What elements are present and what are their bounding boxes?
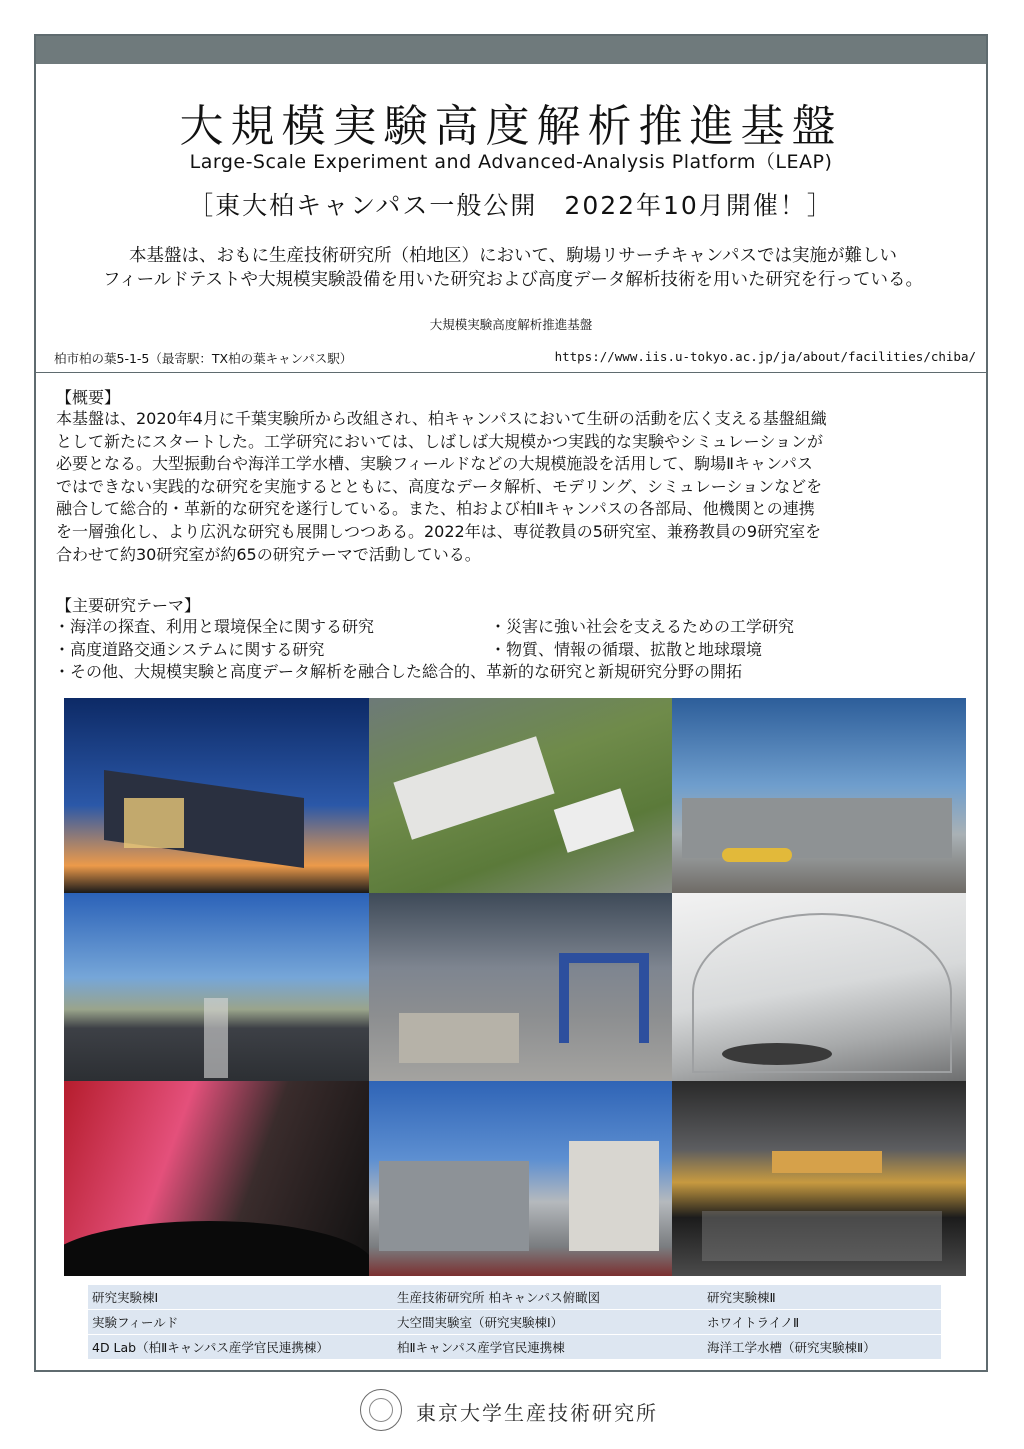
overview-heading: 【概要】 — [56, 388, 121, 407]
english-subtitle: Large-Scale Experiment and Advanced-Analysis Platform（LEAP) — [189, 151, 833, 173]
overview-line: として新たにスタートした。工学研究においては、しばしば大規模かつ実践的な実験やシミュレーションが — [56, 431, 824, 451]
overview-line: を一層強化し、より広汎な研究も展開しつつある。2022年は、専従教員の5研究室、兼務教員の9研究室を — [56, 521, 822, 541]
overview-line: 融合して総合的・革新的な研究を遂行している。また、柏および柏Ⅱキャンパスの各部局、他機関との連携 — [56, 499, 815, 519]
caption-cell: ホワイトライノⅡ — [707, 1315, 800, 1330]
photo-grid — [64, 698, 966, 1276]
caption-cell: 研究実験棟Ⅰ — [92, 1290, 159, 1305]
university-seal-icon — [360, 1389, 402, 1431]
caption-cell: 4D Lab（柏Ⅱキャンパス産学官民連携棟） — [92, 1340, 329, 1355]
caption-row — [88, 1334, 941, 1359]
caption-cell: 大空間実験室（研究実験棟Ⅰ） — [397, 1315, 564, 1330]
address: 柏市柏の葉5-1-5（最寄駅：TX柏の葉キャンパス駅） — [54, 351, 353, 366]
photo-industry-collaboration-building — [369, 1081, 672, 1276]
caption-cell: 柏Ⅱキャンパス産学官民連携棟 — [397, 1340, 565, 1355]
event-banner: ［東大柏キャンパス一般公開 2022年10月開催！］ — [188, 191, 834, 220]
organization-name: 東京大学生産技術研究所 — [416, 1401, 658, 1425]
poster-frame — [34, 34, 988, 1372]
photo-campus-aerial — [369, 698, 672, 893]
photo-experiment-field — [64, 893, 369, 1081]
section-divider — [36, 372, 986, 373]
photo-large-space-lab — [369, 893, 672, 1081]
overview-line: 合わせて約30研究室が約65の研究テーマで活動している。 — [56, 544, 481, 564]
website-link[interactable]: https://www.iis.u-tokyo.ac.jp/ja/about/facilities/chiba/ — [554, 349, 976, 364]
theme-item: ・災害に強い社会を支えるための工学研究 — [490, 617, 795, 636]
photo-captions-table — [88, 1285, 941, 1359]
intro-text — [44, 244, 982, 292]
photo-research-building-2 — [672, 698, 966, 893]
top-bar — [36, 36, 986, 64]
intro-line: 本基盤は、おもに生産技術研究所（柏地区）において、駒場リサーチキャンパスでは実施が難しい — [128, 246, 898, 266]
themes-list — [54, 616, 974, 684]
overview-line: 本基盤は、2020年4月に千葉実験所から改組され、柏キャンパスにおいて生研の活動を広く支える基盤組織 — [56, 409, 827, 428]
theme-item: ・高度道路交通システムに関する研究 — [54, 639, 325, 659]
caption-cell: 生産技術研究所 柏キャンパス俯瞰図 — [397, 1290, 601, 1305]
photo-research-building-1 — [64, 698, 369, 893]
page-title: 大規模実験高度解析推進基盤 — [179, 101, 843, 152]
caption-cell: 海洋工学水槽（研究実験棟Ⅱ） — [707, 1340, 876, 1355]
theme-item: ・その他、大規模実験と高度データ解析を融合した総合的、革新的な研究と新規研究分野の開拓 — [54, 662, 743, 682]
caption-cell: 実験フィールド — [92, 1315, 179, 1330]
photo-4d-lab — [64, 1081, 369, 1276]
photo-white-rhino — [672, 893, 966, 1081]
caption-cell: 研究実験棟Ⅱ — [707, 1290, 776, 1305]
caption-row — [88, 1285, 941, 1309]
overview-line: ではできない実践的な研究を実施するとともに、高度なデータ解析、モデリング、シミュレーションなどを — [56, 476, 823, 496]
footer-logo — [360, 1389, 690, 1433]
caption-row — [88, 1309, 941, 1334]
theme-item: ・海洋の探査、利用と環境保全に関する研究 — [54, 617, 375, 636]
theme-item: ・物質、情報の循環、拡散と地球環境 — [490, 639, 763, 659]
platform-name: 大規模実験高度解析推進基盤 — [429, 317, 593, 332]
themes-heading: 【主要研究テーマ】 — [56, 596, 201, 615]
intro-line: フィールドテストや大規模実験設備を用いた研究および高度データ解析技術を用いた研究を行っている。 — [102, 270, 924, 290]
seal-center-icon — [369, 1398, 393, 1422]
overview-text — [56, 408, 976, 566]
overview-line: 必要となる。大型振動台や海洋工学水槽、実験フィールドなどの大規模施設を活用して、駒場Ⅱキャンパス — [56, 454, 813, 474]
photo-ocean-engineering-tank — [672, 1081, 966, 1276]
